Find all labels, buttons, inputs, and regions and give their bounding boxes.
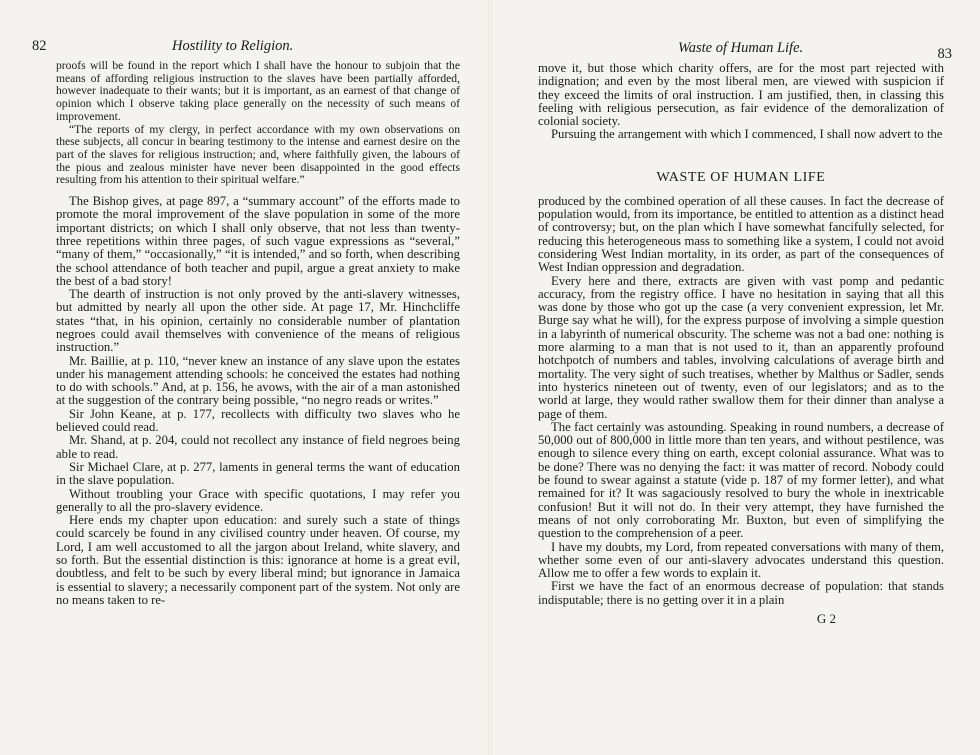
left-paragraph-7: Without troubling your Grace with specific quotations, I may refer you generally to all the pro-slavery evidence. bbox=[56, 486, 460, 514]
section-heading: WASTE OF HUMAN LIFE bbox=[656, 169, 826, 185]
right-header bbox=[538, 40, 952, 62]
signature-mark: G 2 bbox=[816, 610, 836, 626]
left-paragraph-4: Sir John Keane, at p. 177, recollects with difficulty two slaves who he believed could read. bbox=[56, 406, 460, 435]
left-paragraph-2: The dearth of instruction is not only proved by the anti-slavery witnesses, but admitted by nearly all upon the other side. At page 17, Mr. Hinchcliffe states “that, in his opinion, certainly no considerable number of plantation negroes could avail themselves with convenience of the means of religious instruction.” bbox=[56, 287, 460, 355]
left-quote-paragraph-2: “The reports of my clergy, in perfect accordance with my own observations on these subjects, all concur in bearing testimony to the intense and earnest desire on the part of the slaves for religious instruction; and, where faithfully given, the labours of the pious and zealous minister have never been disappointed in the good effects resulting from his attention to their spiritual welfare.” bbox=[56, 122, 460, 187]
left-paragraph-8: Here ends my chapter upon education: and surely such a state of things could scarcely be found in any civilised country under heaven. Of course, my Lord, I am well accustomed to all the jargon about Ireland, white slavery, and so forth. But the essential distinction is this: ignorance at home is a great evil, doubtless, and felt to be such by every liberal mind; but ignorance in Jamaica is essential to slavery; a necessarily component part of the system. Not only are no means taken to re- bbox=[56, 513, 460, 607]
right-paragraph-4: I have my doubts, my Lord, from repeated conversations with many of them, whether some even of our anti-slavery advocates understand this question. Allow me to offer a few words to explain it. bbox=[538, 539, 944, 581]
left-quote-paragraph-1: proofs will be found in the report which I shall have the honour to subjoin that the means of affording religious instruction to the slaves have been partially afforded, however inadequate to their wants; but it is important, as an earnest of that change of opinion which I observe taking place generally on the necessity of such means of improvement. bbox=[56, 59, 460, 123]
left-body bbox=[56, 195, 460, 607]
right-paragraph-2: Every here and there, extracts are given with vast pomp and pedantic accuracy, from the registry office. I have no hesitation in saying that all this was done by those who got up the case (a very convenient expression, let Mr. Burge say what he will), for the express purpose of involving a simple question in a labyrinth of numerical obscurity. The scheme was not a bad one: nothing is more alarming to a man that is not used to it, than an apparently profound hotchpotch of numbers and tables, involving calculations of average birth and mortality. The very sight of such treatises, whether by Malthus or Sadler, sends into hysterics nineteen out of twenty, even of our legislators; and as to the world at large, they would rather swallow them for their dinner than analyse a page of them. bbox=[538, 273, 944, 421]
right-paragraph-1: produced by the combined operation of all these causes. In fact the decrease of population would, from its importance, be entitled to attention as a distinct head of controversy; but, on the plan which I have somewhat fancifully selected, for reducing this heterogeneous mass to something like a system, I could not avoid considering West Indian mortality, in its order, as part of the consequences of West Indian oppression and degradation. bbox=[538, 193, 944, 275]
right-paragraph-top-2: Pursuing the arrangement with which I commenced, I shall now advert to the bbox=[551, 127, 943, 142]
right-paragraph-5: First we have the fact of an enormous decrease of population: that stands indisputable; there is no getting over it in a plain bbox=[538, 579, 944, 607]
left-paragraph-5: Mr. Shand, at p. 204, could not recollect any instance of field negroes being able to read. bbox=[56, 433, 460, 461]
left-page-number: 82 bbox=[32, 38, 47, 54]
right-page bbox=[490, 0, 980, 755]
left-header bbox=[32, 38, 460, 60]
right-page-number: 83 bbox=[937, 46, 952, 62]
left-paragraph-6: Sir Michael Clare, at p. 277, laments in general terms the want of education in the slave population. bbox=[56, 459, 460, 488]
right-paragraph-top-1: move it, but those which charity offers, are for the most part rejected with indignation; and even by the most liberal men, are viewed with suspicion if they exceed the limits of oral instruction. I am justified, then, in classing this feeling with religious persecution, as fair evidence of the demoralization of colonial society. bbox=[538, 61, 944, 129]
right-running-head: Waste of Human Life. bbox=[678, 40, 804, 56]
right-body bbox=[538, 195, 944, 607]
left-quote-block bbox=[56, 60, 460, 187]
right-paragraph-3: The fact certainly was astounding. Speaking in round numbers, a decrease of 50,000 out of 800,000 in little more than ten years, and without pestilence, was enough to silence every thing on earth, except colonial assurance. What was to be done? There was no denying the fact: it was matter of record. Nobody could be found to swear against a statute (vide p. 187 of my former letter), and what remained for it? It was sagaciously resolved to bury the whole in inextricable confusion! But it will not do. In their very attempt, they have furnished the means of not only corroborating Mr. Buxton, but even of simplifying the question to the comprehension of a peer. bbox=[538, 419, 944, 541]
left-running-head: Hostility to Religion. bbox=[172, 38, 294, 54]
left-paragraph-3: Mr. Baillie, at p. 110, “never knew an instance of any slave upon the estates under his management attending schools: he conceived the estates had nothing to do with schools.” And, at p. 156, he avows, with the air of a man astonished at the suggestion of the contrary being possible, “no negro reads or writes.” bbox=[56, 353, 460, 408]
right-body-top bbox=[538, 62, 944, 142]
left-paragraph-1: The Bishop gives, at page 897, a “summary account” of the efforts made to promote the moral improvement of the slave population in some of the more important districts; on which I shall only observe, that not less than twenty-three repetitions within three pages, of such vague expressions as “several,” “many of them,” “occasionally,” “it is intended,” and so forth, when describing the school attendance of both teacher and pupil, argue a great anxiety to make the best of a bad story! bbox=[56, 194, 460, 288]
